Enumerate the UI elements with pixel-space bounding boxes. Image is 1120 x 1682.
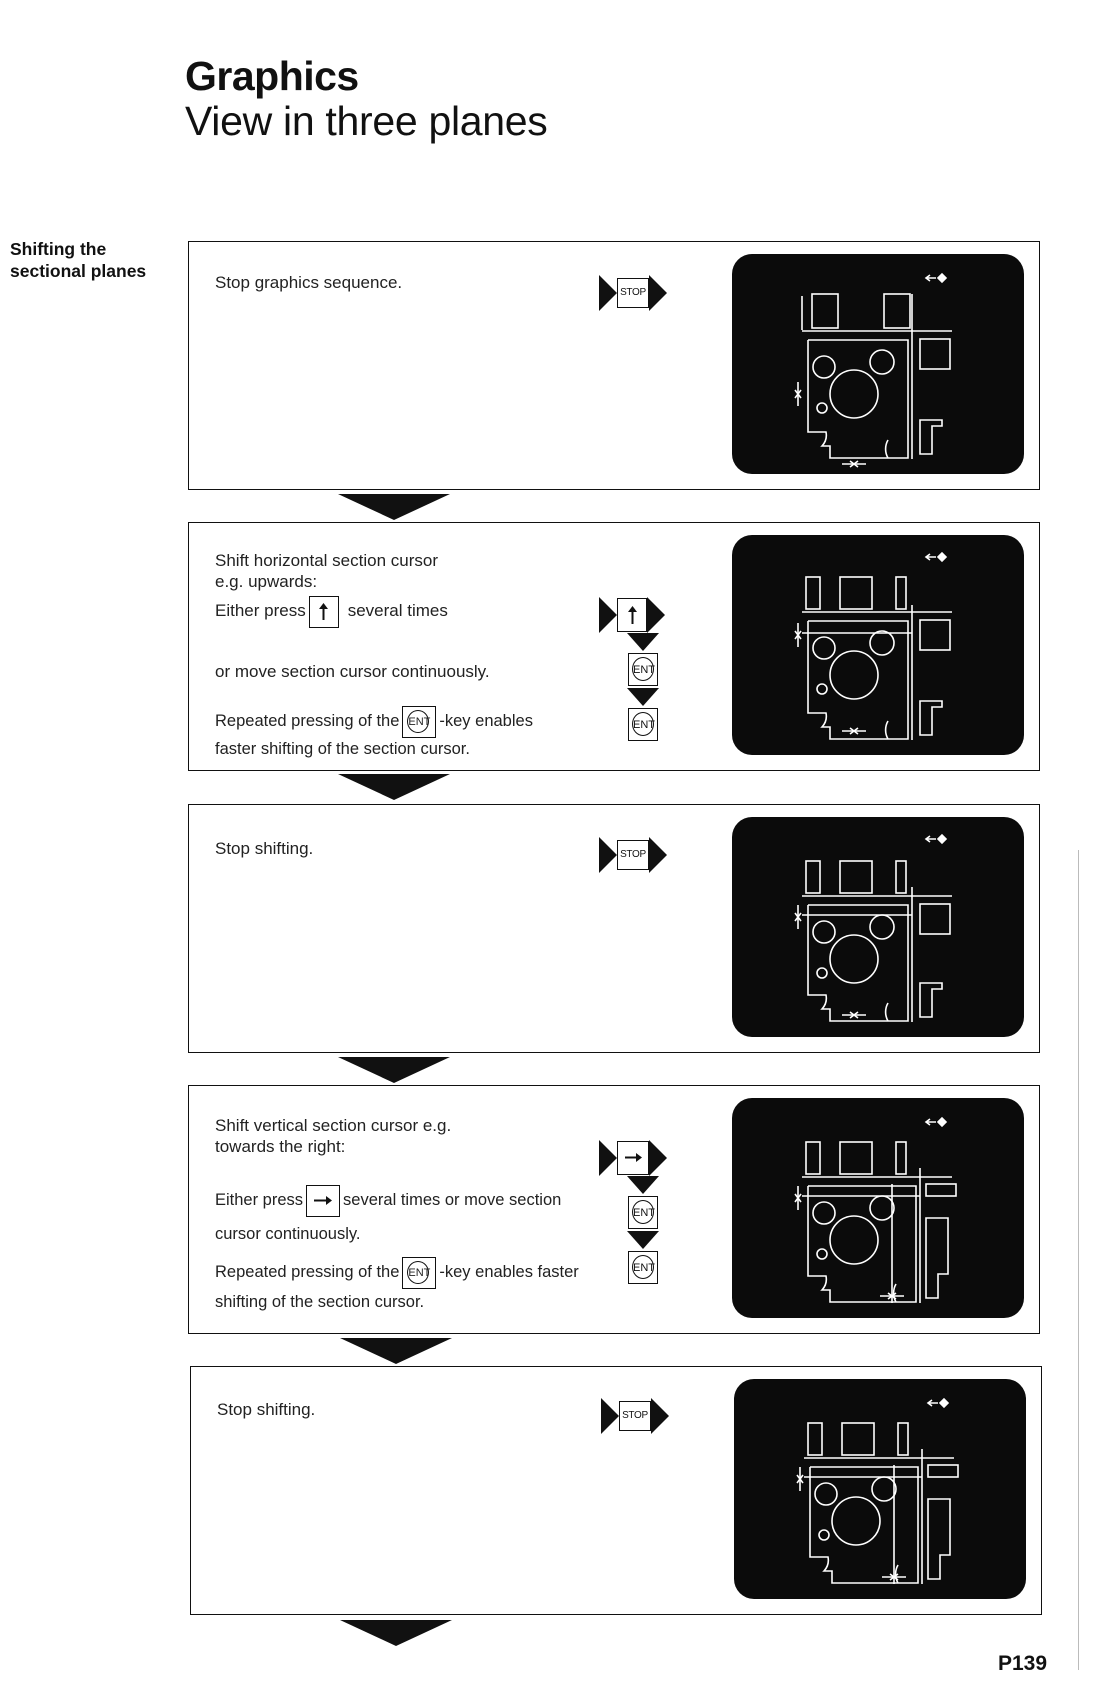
step-text: Repeated pressing of the [215, 1263, 400, 1281]
key-sequence [599, 837, 667, 873]
step-text: Either press [215, 601, 306, 620]
section-heading-line: sectional planes [10, 261, 147, 281]
down-arrow-icon [627, 633, 659, 651]
section-heading [10, 238, 146, 282]
step-text: shifting of the section cursor. [215, 1293, 425, 1311]
workpiece-three-plane-view [732, 254, 1024, 474]
step-text-line [215, 595, 448, 628]
horizontal-cursor-marker-icon [795, 905, 801, 929]
section-cursor-symbol-icon [926, 553, 946, 561]
play-arrow-icon [599, 837, 617, 873]
step-text: or move section cursor continuously. [215, 662, 490, 681]
stop-key: STOP [617, 278, 649, 308]
horizontal-cursor-marker-icon [795, 623, 801, 647]
flow-arrow-icon [338, 1057, 450, 1083]
stop-key: STOP [619, 1401, 651, 1431]
down-arrow-icon [627, 1176, 659, 1194]
flow-arrow-icon [340, 1338, 452, 1364]
step-box-2 [188, 522, 1040, 771]
flow-arrow-icon [338, 494, 450, 520]
down-arrow-icon [627, 1231, 659, 1249]
play-arrow-icon [649, 275, 667, 311]
flow-arrow-icon [340, 1620, 452, 1646]
section-heading-line: Shifting the [10, 239, 107, 259]
section-cursor-symbol-icon [928, 1399, 948, 1407]
key-sequence [599, 597, 665, 741]
play-arrow-icon [599, 275, 617, 311]
graphics-screen [732, 1098, 1024, 1318]
flow-arrow-icon [338, 774, 450, 800]
ent-key-icon: ENT [402, 706, 436, 738]
key-sequence [599, 275, 667, 311]
vertical-cursor-marker-icon [842, 728, 866, 734]
step-text: Repeated pressing of the [215, 712, 400, 730]
workpiece-three-plane-view [732, 1098, 1024, 1318]
up-arrow-key-icon [309, 596, 339, 628]
step-text: Stop graphics sequence. [215, 273, 403, 292]
ent-key-icon: ENT [628, 708, 658, 741]
ent-key-icon: ENT [628, 1196, 658, 1229]
section-cursor-symbol-icon [926, 835, 946, 843]
down-arrow-icon [627, 688, 659, 706]
page-number: P139 [998, 1652, 1048, 1675]
page-title: Graphics [185, 53, 359, 99]
page-subtitle: View in three planes [185, 98, 548, 144]
step-text: faster shifting of the section cursor. [215, 740, 470, 758]
workpiece-three-plane-view [732, 817, 1024, 1037]
horizontal-cursor-marker-icon [795, 1186, 801, 1210]
step-box-1 [188, 241, 1040, 490]
play-arrow-icon [651, 1398, 669, 1434]
step-text: Stop shifting. [217, 1400, 316, 1419]
graphics-screen [732, 254, 1024, 474]
step-text: Shift horizontal section cursor [215, 551, 438, 570]
step-text: Stop shifting. [215, 839, 314, 858]
step-text-line [215, 1256, 579, 1289]
key-sequence [599, 1140, 667, 1284]
horizontal-cursor-marker-icon [795, 382, 801, 406]
graphics-screen [732, 535, 1024, 755]
graphics-screen [732, 817, 1024, 1037]
workpiece-three-plane-view [734, 1379, 1026, 1599]
play-arrow-icon [649, 1140, 667, 1176]
step-box-5 [190, 1366, 1042, 1615]
vertical-cursor-marker-icon [842, 461, 866, 467]
section-cursor-symbol-icon [926, 274, 946, 282]
vertical-cursor-marker-icon [842, 1012, 866, 1018]
step-text: Either press [215, 1191, 304, 1209]
ent-key-icon: ENT [402, 1257, 436, 1289]
page-edge-line [1078, 850, 1079, 1670]
play-arrow-icon [647, 597, 665, 633]
stop-key: STOP [617, 840, 649, 870]
step-text: Shift vertical section cursor e.g. [215, 1116, 452, 1135]
key-sequence [601, 1398, 669, 1434]
step-text: cursor continuously. [215, 1225, 361, 1243]
step-box-3 [188, 804, 1040, 1053]
step-text: e.g. upwards: [215, 572, 318, 591]
up-arrow-key-icon [617, 598, 647, 632]
step-text: -key enables faster [439, 1263, 579, 1281]
ent-key-icon: ENT [628, 653, 658, 686]
play-arrow-icon [599, 1140, 617, 1176]
step-text-line [215, 1184, 561, 1217]
step-text-line [215, 705, 533, 738]
ent-key-icon: ENT [628, 1251, 658, 1284]
step-text: several times or move section [343, 1191, 562, 1209]
step-text: towards the right: [215, 1137, 346, 1156]
step-text: several times [347, 601, 448, 620]
step-text: -key enables [439, 712, 533, 730]
section-cursor-symbol-icon [926, 1118, 946, 1126]
right-arrow-key-icon [617, 1141, 649, 1175]
horizontal-cursor-marker-icon [797, 1467, 803, 1491]
right-arrow-key-icon [306, 1185, 340, 1217]
graphics-screen [734, 1379, 1026, 1599]
play-arrow-icon [599, 597, 617, 633]
play-arrow-icon [649, 837, 667, 873]
workpiece-three-plane-view [732, 535, 1024, 755]
step-box-4 [188, 1085, 1040, 1334]
play-arrow-icon [601, 1398, 619, 1434]
